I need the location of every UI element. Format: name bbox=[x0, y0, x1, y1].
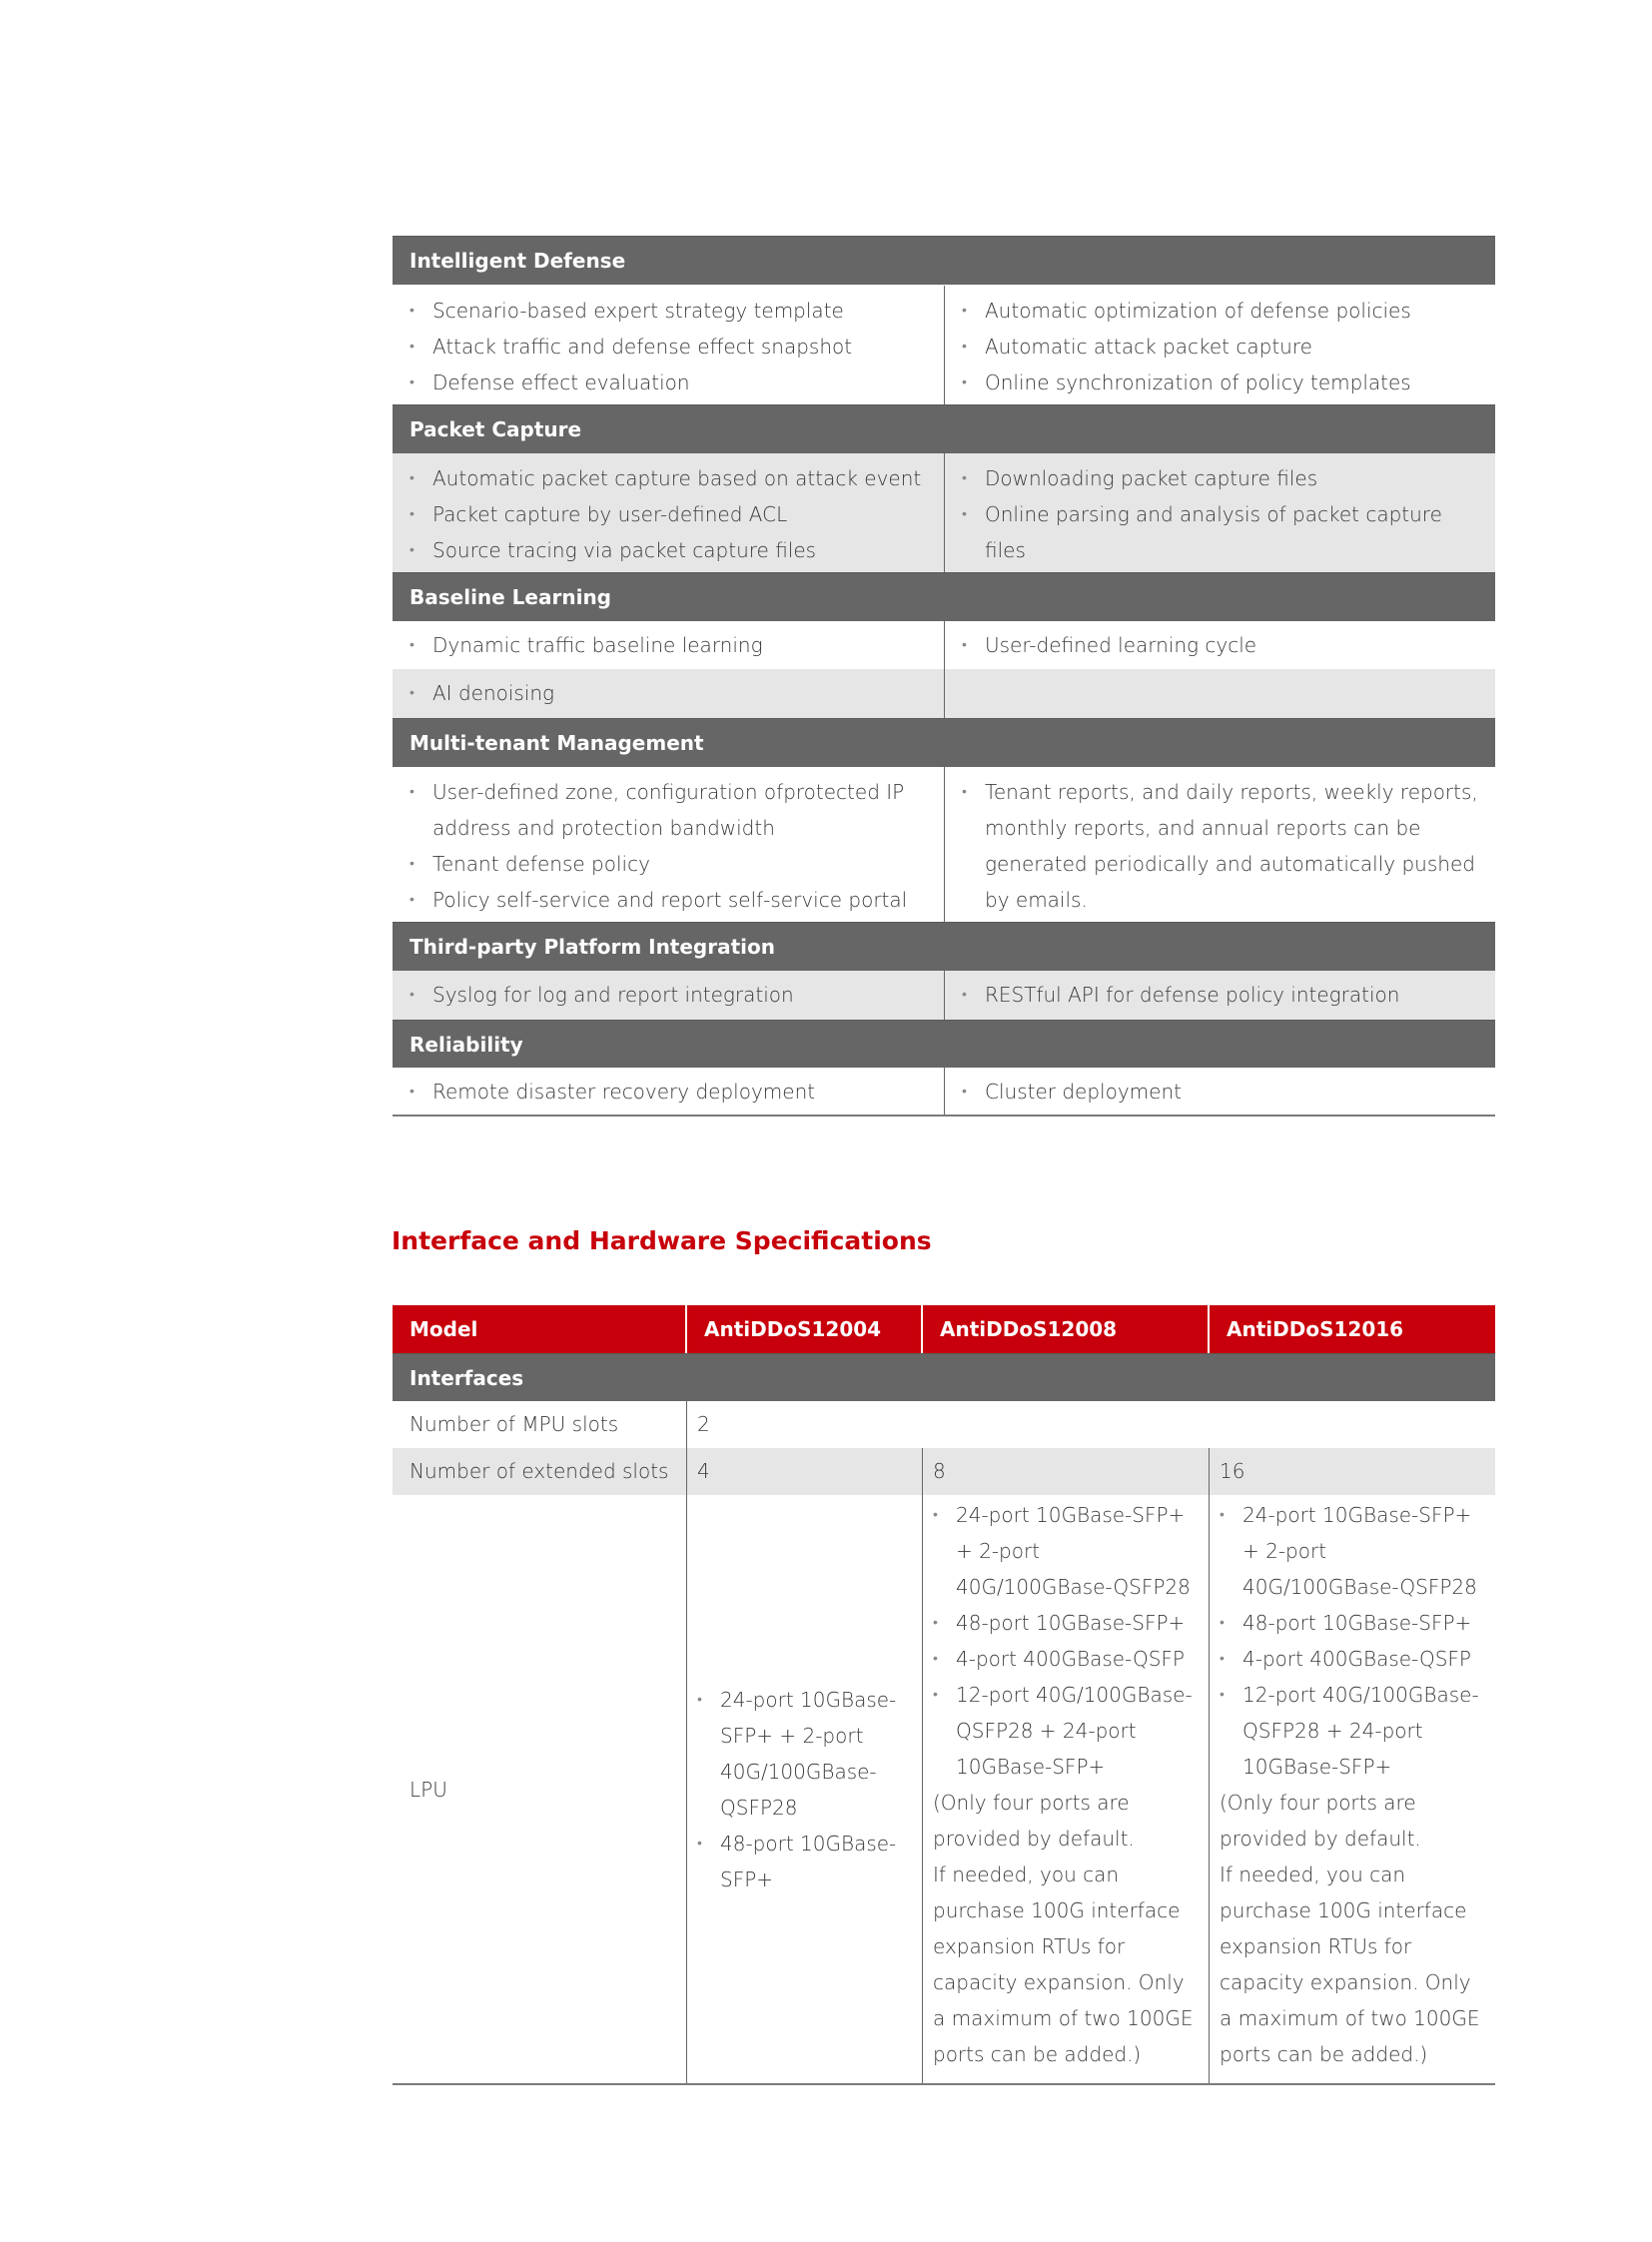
section-header-multi-tenant-management: Multi-tenant Management bbox=[393, 718, 1495, 767]
right-cell bbox=[945, 1068, 1495, 1116]
list-item: • Tenant reports, and daily reports, weekly reports, monthly reports, and annual reports can be generated periodically and automatically pushed by emails. bbox=[962, 774, 1485, 918]
lpu-label: LPU bbox=[410, 1778, 447, 1802]
lpu-note: (Only four ports are provided by default. bbox=[933, 1791, 1135, 1851]
list-item: • Source tracing via packet capture files bbox=[410, 532, 934, 568]
table-row-lpu bbox=[393, 1495, 1495, 2084]
left-cell bbox=[393, 286, 945, 404]
list-item: • 12-port 40G/100GBase-QSFP28 + 24-port 10GBase-SFP+ bbox=[1220, 1677, 1489, 1785]
row-value: 2 bbox=[697, 1412, 710, 1436]
section-header-baseline-learning: Baseline Learning bbox=[393, 572, 1495, 621]
list-item: • 48-port 10GBase-SFP+ bbox=[933, 1605, 1203, 1641]
row-label: Number of MPU slots bbox=[393, 1401, 687, 1448]
section-header-reliability: Reliability bbox=[393, 1020, 1495, 1069]
list-item: • 12-port 40G/100GBase-QSFP28 + 24-port 10GBase-SFP+ bbox=[933, 1677, 1203, 1785]
section-header-third-party-integration: Third-party Platform Integration bbox=[393, 922, 1495, 971]
right-cell bbox=[945, 286, 1495, 404]
list-item: • 24-port 10GBase-SFP+ + 2-port 40G/100GBase-QSFP28 bbox=[697, 1682, 914, 1826]
left-cell bbox=[393, 767, 945, 922]
list-item: • Dynamic traffic baseline learning bbox=[410, 627, 934, 663]
list-item: • Tenant defense policy bbox=[410, 846, 934, 882]
header-antiddos12016: AntiDDoS12016 bbox=[1227, 1317, 1404, 1341]
group-header-interfaces: Interfaces bbox=[393, 1353, 1495, 1402]
right-cell bbox=[945, 971, 1495, 1020]
list-item: • Syslog for log and report integration bbox=[410, 977, 934, 1013]
table-row bbox=[393, 669, 1495, 718]
table-row bbox=[393, 286, 1495, 404]
list-item: • Downloading packet capture files bbox=[962, 460, 1485, 496]
list-item: • User-defined learning cycle bbox=[962, 627, 1485, 663]
table-row bbox=[393, 453, 1495, 572]
header-model: Model bbox=[393, 1305, 687, 1353]
list-item: • Online synchronization of policy templates bbox=[962, 365, 1485, 400]
left-cell bbox=[393, 453, 945, 572]
list-item: • 24-port 10GBase-SFP+ + 2-port 40G/100GBase-QSFP28 bbox=[1220, 1497, 1489, 1605]
row-label: Number of extended slots bbox=[393, 1448, 687, 1495]
list-item: • Automatic attack packet capture bbox=[962, 329, 1485, 365]
row-value: 8 bbox=[923, 1448, 1210, 1495]
row-value: 16 bbox=[1220, 1459, 1245, 1483]
list-item: • Scenario-based expert strategy template bbox=[410, 293, 934, 329]
right-cell bbox=[945, 669, 1495, 718]
list-item: • Packet capture by user-defined ACL bbox=[410, 496, 934, 532]
section-header-intelligent-defense: Intelligent Defense bbox=[393, 236, 1495, 285]
list-item: • 4-port 400GBase-QSFP bbox=[933, 1641, 1203, 1677]
list-item: • 24-port 10GBase-SFP+ + 2-port 40G/100GBase-QSFP28 bbox=[933, 1497, 1203, 1605]
lpu-note: If needed, you can purchase 100G interface expansion RTUs for capacity expansion. Only a maximum of two 100GE ports can be added.) bbox=[933, 1863, 1194, 2066]
table-row bbox=[393, 1068, 1495, 1116]
lpu-cell-12008 bbox=[923, 1495, 1210, 2084]
list-item: • 4-port 400GBase-QSFP bbox=[1220, 1641, 1489, 1677]
header-antiddos12008: AntiDDoS12008 bbox=[923, 1305, 1210, 1353]
table-row-mpu-slots bbox=[393, 1401, 1495, 1448]
lpu-cell-12004 bbox=[687, 1495, 923, 2084]
section-header-packet-capture: Packet Capture bbox=[393, 404, 1495, 453]
left-cell bbox=[393, 971, 945, 1020]
list-item: • 48-port 10GBase-SFP+ bbox=[1220, 1605, 1489, 1641]
right-cell bbox=[945, 767, 1495, 922]
list-item: • User-defined zone, configuration ofprotected IP address and protection bandwidth bbox=[410, 774, 934, 846]
table-row bbox=[393, 767, 1495, 922]
table-row-extended-slots bbox=[393, 1448, 1495, 1495]
list-item: • Cluster deployment bbox=[962, 1074, 1485, 1110]
list-item: • Automatic optimization of defense policies bbox=[962, 293, 1485, 329]
list-item: • Defense effect evaluation bbox=[410, 365, 934, 400]
list-item: • Online parsing and analysis of packet capture files bbox=[962, 496, 1485, 568]
right-cell bbox=[945, 453, 1495, 572]
header-antiddos12004: AntiDDoS12004 bbox=[687, 1305, 923, 1353]
left-cell bbox=[393, 669, 945, 718]
table-row bbox=[393, 971, 1495, 1020]
table-bottom-border bbox=[393, 1115, 1495, 1117]
lpu-note: If needed, you can purchase 100G interface expansion RTUs for capacity expansion. Only a maximum of two 100GE ports can be added.) bbox=[1220, 1863, 1480, 2066]
list-item: • 48-port 10GBase-SFP+ bbox=[697, 1826, 914, 1897]
left-cell bbox=[393, 1068, 945, 1116]
list-item: • Policy self-service and report self-service portal bbox=[410, 882, 934, 918]
lpu-cell-12016 bbox=[1210, 1495, 1495, 2084]
list-item: • AI denoising bbox=[410, 675, 934, 711]
table-row bbox=[393, 621, 1495, 669]
list-item: • Automatic packet capture based on attack event bbox=[410, 460, 934, 496]
list-item: • Attack traffic and defense effect snapshot bbox=[410, 329, 934, 365]
model-header-row bbox=[393, 1305, 1495, 1353]
list-item: • Remote disaster recovery deployment bbox=[410, 1074, 934, 1110]
row-value: 4 bbox=[687, 1448, 923, 1495]
right-cell bbox=[945, 621, 1495, 669]
row-label bbox=[393, 1495, 687, 2084]
list-item: • RESTful API for defense policy integration bbox=[962, 977, 1485, 1013]
section-title: Interface and Hardware Specifications bbox=[392, 1226, 932, 1255]
left-cell bbox=[393, 621, 945, 669]
table-bottom-border bbox=[393, 2083, 1495, 2085]
lpu-note: (Only four ports are provided by default. bbox=[1220, 1791, 1421, 1851]
